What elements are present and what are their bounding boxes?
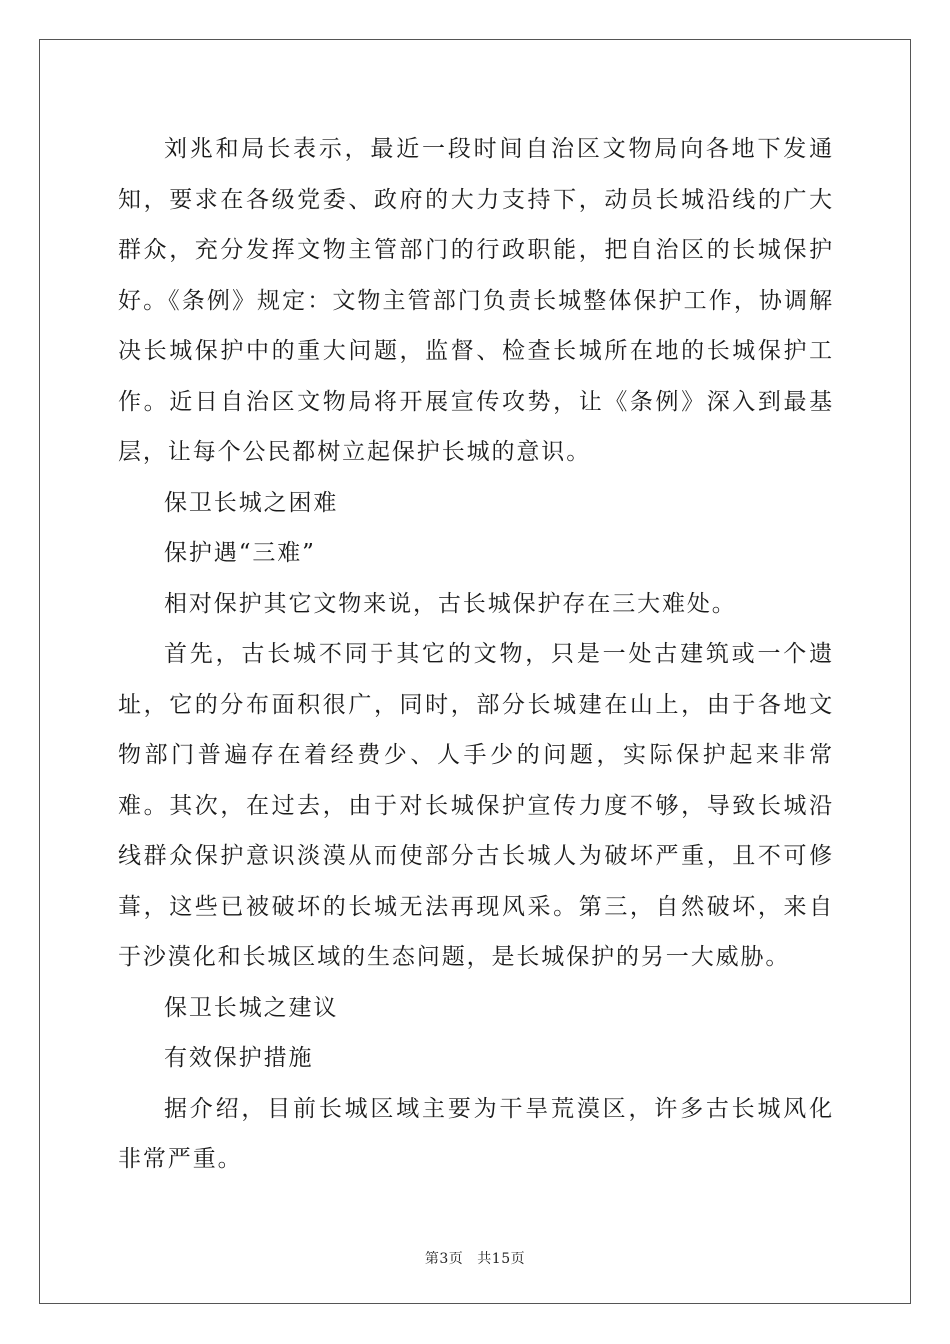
total-pages-label: 共15页: [477, 1251, 526, 1267]
paragraph-intro-difficulties: 相对保护其它文物来说，古长城保护存在三大难处。: [164, 590, 737, 617]
current-page-label: 第3页: [424, 1251, 464, 1267]
paragraph-desert-region: 据介绍，目前长城区域主要为干旱荒漠区，许多古长城风化非常严重。: [118, 1095, 834, 1172]
section-heading-suggestions: 保卫长城之建议: [164, 994, 339, 1021]
page-footer: [0, 1248, 950, 1268]
paragraph-difficulty-details: 首先，古长城不同于其它的文物，只是一处古建筑或一个遗址，它的分布面积很广，同时，部分长城建在山上，由于各地文物部门普遍存在着经费少、人手少的问题，实际保护起来非常难。其次，在过去，由于对长城保护宣传力度不够，导致长城沿线群众保护意识淡漠从而使部分古长城人为破坏严重，且不可修葺，这些已被破坏的长城无法再现风采。第三，自然破坏，来自于沙漠化和长城区域的生态问题，是长城保护的另一大威胁。: [118, 641, 834, 970]
section-heading-difficulties: 保卫长城之困难: [164, 489, 339, 516]
paragraph-director-statement: 刘兆和局长表示，最近一段时间自治区文物局向各地下发通知，要求在各级党委、政府的大力支持下，动员长城沿线的广大群众，充分发挥文物主管部门的行政职能，把自治区的长城保护好。《条例》规定：文物主管部门负责长城整体保护工作，协调解决长城保护中的重大问题，监督、检查长城所在地的长城保护工作。近日自治区文物局将开展宣传攻势，让《条例》深入到最基层，让每个公民都树立起保护长城的意识。: [118, 136, 834, 465]
subheading-protection-measures: 有效保护措施: [164, 1045, 314, 1071]
subheading-three-difficulties: 保护遇“三难”: [164, 540, 316, 566]
document-body: [118, 124, 834, 1185]
